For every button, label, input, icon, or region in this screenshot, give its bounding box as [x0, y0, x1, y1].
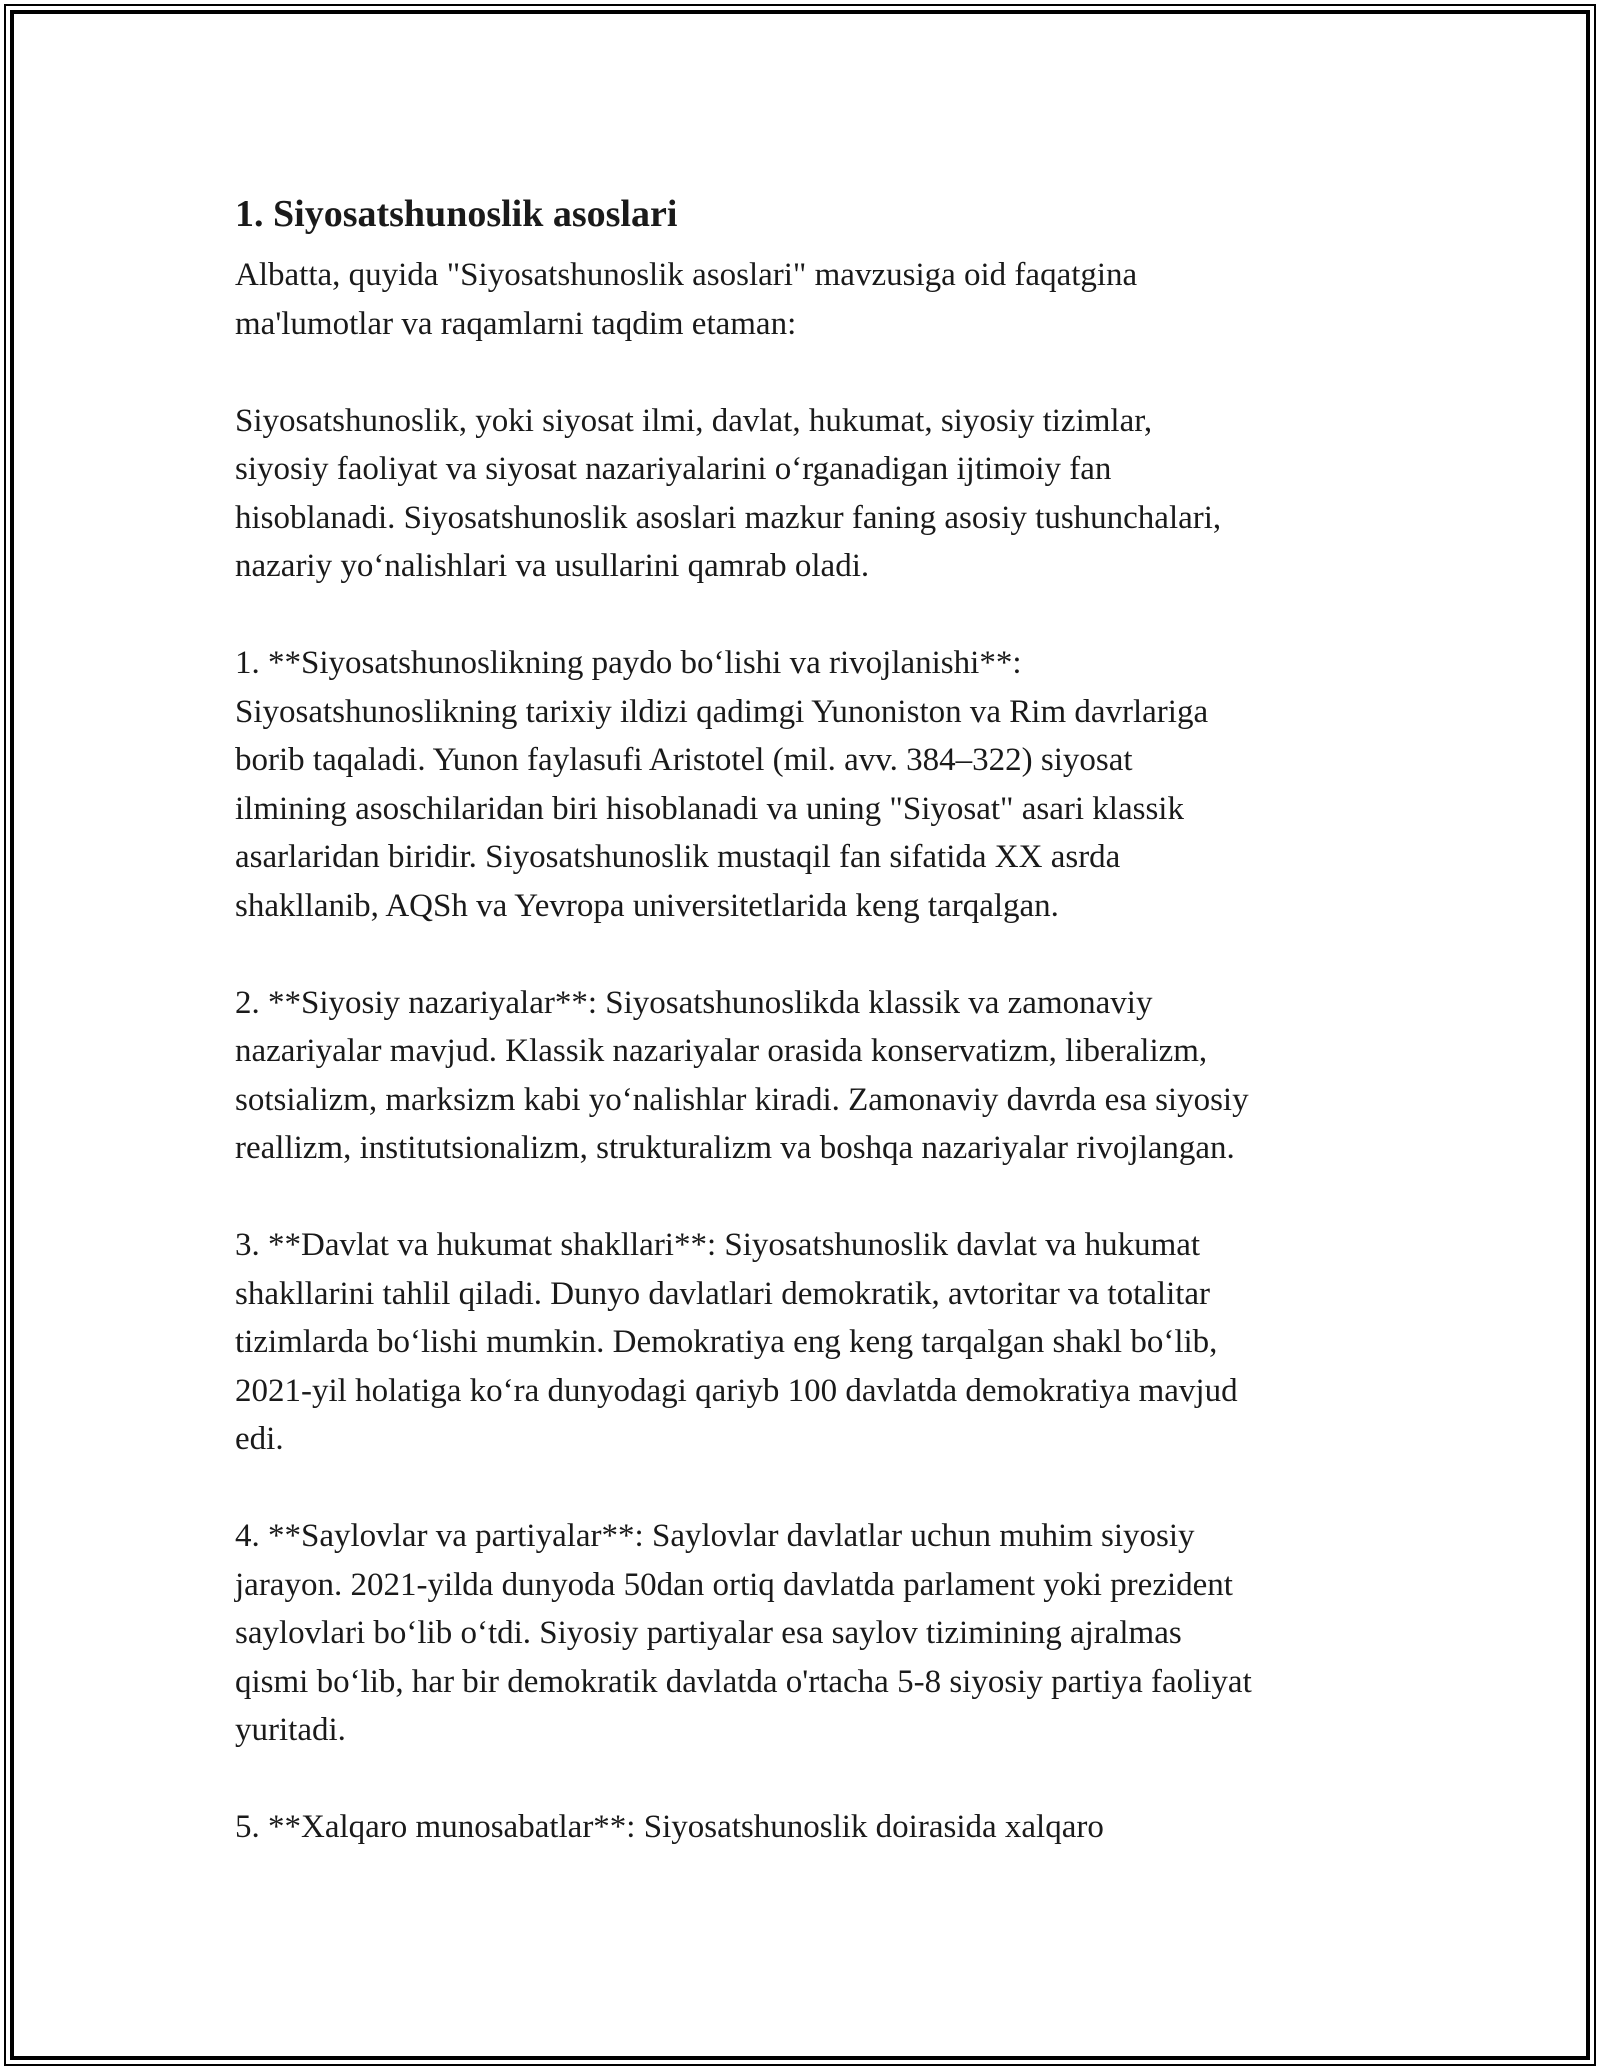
document-body	[235, 186, 1385, 1852]
definition-paragraph: Siyosatshunoslik, yoki siyosat ilmi, davlat, hukumat, siyosiy tizimlar, siyosiy faoliyat va siyosat nazariyalarini o‘rganadigan ijtimoiy fan hisoblanadi. Siyosatshunoslik asoslari mazkur faning asosiy tushunchalari, nazariy yo‘nalishlari va usullarini qamrab oladi.	[235, 402, 1222, 584]
intro-paragraph: Albatta, quyida "Siyosatshunoslik asoslari" mavzusiga oid faqatgina ma'lumotlar va raqamlarni taqdim etaman:	[235, 257, 1138, 342]
section-5-paragraph: 5. **Xalqaro munosabatlar**: Siyosatshunoslik doirasida xalqaro	[235, 1809, 1104, 1845]
section-1-paragraph: 1. **Siyosatshunoslikning paydo bo‘lishi va rivojlanishi**: Siyosatshunoslikning tarixiy ildizi qadimgi Yunoniston va Rim davrlariga borib taqaladi. Yunon faylasufi Aristotel (mil. avv. 384–322) siyosat ilmining asoschilaridan biri hisoblanadi va uning "Siyosat" asari klassik asarlaridan biridir. Siyosatshunoslik mustaqil fan sifatida XX asrda shakllanib, AQSh va Yevropa universitetlarida keng tarqalgan.	[235, 645, 1209, 924]
section-3-paragraph: 3. **Davlat va hukumat shakllari**: Siyosatshunoslik davlat va hukumat shakllarini tahlil qiladi. Dunyo davlatlari demokratik, avtoritar va totalitar tizimlarda bo‘lishi mumkin. Demokratiya eng keng tarqalgan shakl bo‘lib, 2021-yil holatiga ko‘ra dunyodagi qariyb 100 davlatda demokratiya mavjud edi.	[235, 1227, 1238, 1457]
section-4-paragraph: 4. **Saylovlar va partiyalar**: Saylovlar davlatlar uchun muhim siyosiy jarayon. 2021-yilda dunyoda 50dan ortiq davlatda parlament yoki prezident saylovlari bo‘lib o‘tdi. Siyosiy partiyalar esa saylov tizimining ajralmas qismi bo‘lib, har bir demokratik davlatda o'rtacha 5-8 siyosiy partiya faoliyat yuritadi.	[235, 1518, 1252, 1748]
document-title: 1. Siyosatshunoslik asoslari	[235, 193, 678, 235]
section-2-paragraph: 2. **Siyosiy nazariyalar**: Siyosatshunoslikda klassik va zamonaviy nazariyalar mavjud. Klassik nazariyalar orasida konservatizm, liberalizm, sotsializm, marksizm kabi yo‘nalishlar kiradi. Zamonaviy davrda esa siyosiy reallizm, institutsionalizm, strukturalizm va boshqa nazariyalar rivojlangan.	[235, 984, 1249, 1166]
